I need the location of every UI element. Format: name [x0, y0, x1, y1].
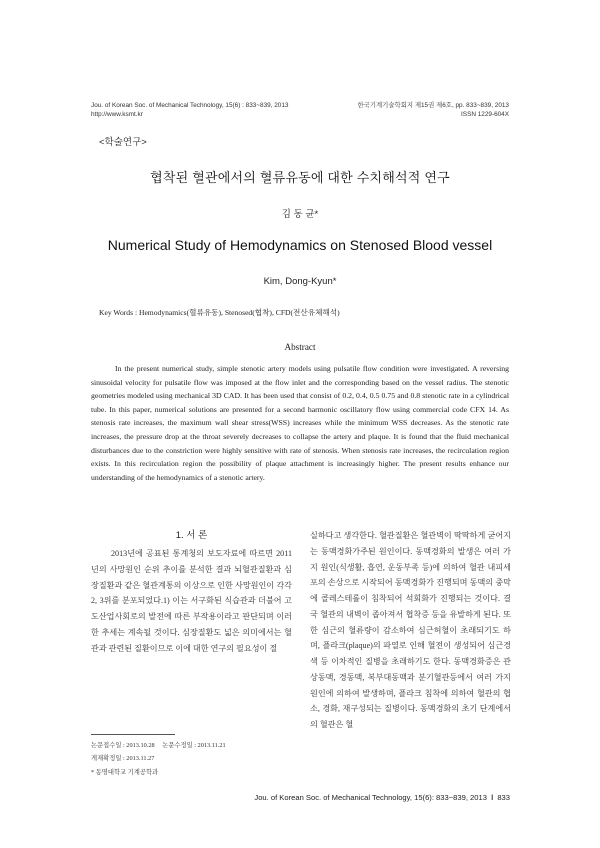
journal-citation-en: Jou. of Korean Soc. of Mechanical Technology, 15(6) : 833~839, 2013	[91, 102, 289, 109]
author-affiliation: * 동명대학교 기계공학과	[91, 769, 159, 776]
page-footer	[254, 793, 510, 802]
intro-right-column: 실하다고 생각한다. 혈관질환은 혈관벽이 딱딱하게 굳어지는 동맥경화가주된 원인이다. 동맥경화의 발생은 여러 가지 원인(식생활, 흡연, 운동부족 등)에 의하여 혈관 내피세포의 손상으로 시작되어 동맥경화가 진행되며 동맥의 중막에 콜레스테롤이 침착되어 석회화가 진행되는 것이다. 결국 혈관의 내벽이 좁아져서 협착증 등을 유발하게 된다. 또한 심근의 혈류량이 감소하여 심근허혈이 초래되기도 하며, 플라크(plaque)의 파열로 인해 혈전이 생성되어 심근경색 등 이차적인 질병을 초래하기도 한다. 동맥경화증은 관상동맥, 경동맥, 복부대동맥과 분기혈관등에서 여러 가지 원인에 의하여 발생하며, 플라크 침착에 의하여 혈관의 협소, 경화, 재구성되는 질병이다. 동맥경화의 초기 단계에서의 혈관은 혈	[310, 531, 511, 729]
english-author: Kim, Dong-Kyun*	[263, 276, 337, 287]
section-tag: <학술연구>	[99, 137, 147, 148]
journal-header-right	[357, 101, 509, 119]
accepted-date: 게재확정일 : 2013.11.27	[91, 755, 155, 762]
footer-separator: ǀ	[491, 793, 494, 802]
received-date: 논문접수일 : 2013.10.28	[91, 742, 155, 749]
intro-heading: 1. 서 론	[175, 530, 208, 541]
footnote-divider	[91, 734, 175, 735]
korean-title: 협착된 혈관에서의 혈류유동에 대한 수치해석적 연구	[150, 170, 450, 185]
keywords: Key Words : Hemodynamics(혈류유동), Stenosed(협착), CFD(전산유체해석)	[99, 308, 340, 317]
page-number: 833	[497, 793, 510, 802]
journal-url: http://www.ksmt.kr	[91, 111, 143, 118]
intro-left-column: 2013년에 공표된 통계청의 보도자료에 따르면 2011년의 사망원인 순위 추이를 분석한 결과 뇌혈관질환과 심장질환과 같은 혈관계통의 이상으로 인한 사망원인이 각각 2, 3위를 분포되었다.1) 이는 서구화된 식습관과 더불어 고도산업사회로의 발전에 따른 부작용이라고 판단되며 이러한 추세는 계속될 것이다. 심장질환도 넓은 의미에서는 혈관과 관련된 질환이므로 이에 대한 연구의 필요성이 절	[91, 549, 292, 653]
revised-date: 논문수정일 : 2013.11.21	[162, 742, 226, 749]
korean-author: 김 동 균*	[281, 209, 319, 220]
journal-issn: ISSN 1229-604X	[461, 111, 509, 118]
footnote-dates-row	[91, 740, 226, 749]
abstract-text: In the present numerical study, simple stenotic artery models using pulsatile flow condition were investigated. A reversing sinusoidal velocity for pulsatile flow was imposed at the flow inlet and the corresponding based on the vessel radius. The stenotic geometries modeled using mechanical 3D CAD. It has been used that consist of 0.2, 0.4, 0.5 0.75 and 0.8 stenotic rate in a cylindrical tube. In this paper, numerical solutions are presented for a second harmonic oscillatory flow using commercial code CFX 14. As stenosis rate increases, the maximum wall shear stress(WSS) increases while the minimum WSS decreases. As the stenotic rate increases, the pressure drop at the throat severely decreases to collapse the artery and plaque. It is found that the fluid mechanical disturbances due to the constriction were highly sensitive with rate of stenosis. When stenosis rate increases, the recirculation region exists. In this recirculation region the possibility of plaque attachment is increasingly higher. The present results enhance our understanding of the hemodynamics of a stenotic artery.	[91, 364, 509, 482]
footer-citation: Jou. of Korean Soc. of Mechanical Technology, 15(6): 833~839, 2013	[254, 793, 487, 802]
journal-citation-kr: 한국기계기술학회지 제15권 제6호, pp. 833~839, 2013	[357, 102, 509, 109]
english-title: Numerical Study of Hemodynamics on Stenosed Blood vessel	[107, 237, 493, 253]
journal-header-left	[91, 101, 288, 119]
abstract-title: Abstract	[284, 342, 316, 352]
